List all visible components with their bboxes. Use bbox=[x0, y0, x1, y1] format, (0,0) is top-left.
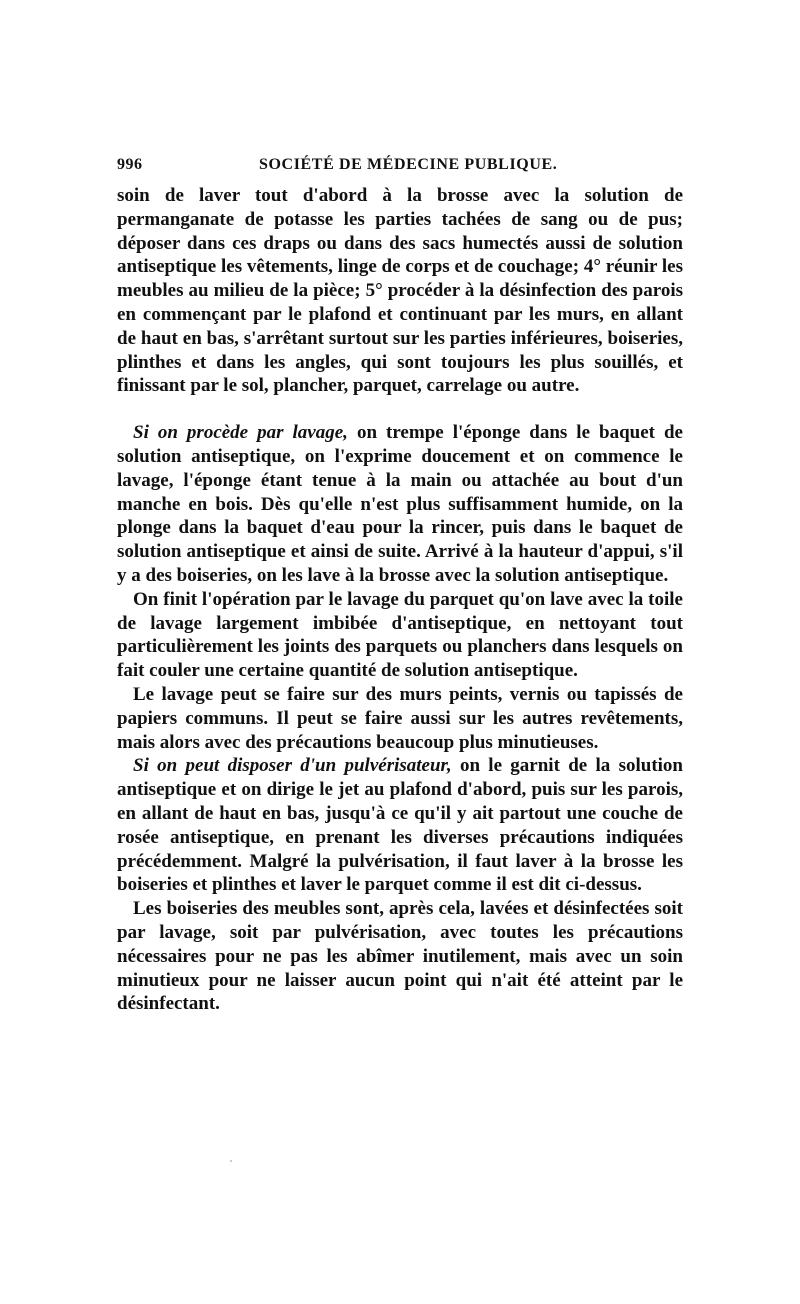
paragraph-meubles bbox=[117, 897, 683, 1016]
paragraph-murs bbox=[117, 683, 683, 754]
paragraph-parquet bbox=[117, 588, 683, 683]
paragraph-pulverisateur bbox=[117, 754, 683, 897]
running-title: SOCIÉTÉ DE MÉDECINE PUBLIQUE. bbox=[259, 156, 558, 173]
running-header bbox=[117, 156, 687, 180]
paragraph-text: soin de laver tout d'abord à la brosse avec la solution de permanganate de potasse les parties tachées de sang ou de pus; déposer dans ces draps ou dans des sacs humectés aussi de solution antiseptique les vêtements, linge de corps et de couchage; 4° réunir les meubles au milieu de la pièce; 5° procéder à la désinfection des parois en commençant par le plafond et continuant par les murs, en allant de haut en bas, s'arrêtant surtout sur les parties inférieures, boiseries, plinthes et dans les angles, qui sont toujours les plus souillés, et finissant par le sol, plancher, parquet, carrelage ou autre. bbox=[117, 185, 683, 397]
paragraph-continuation bbox=[117, 184, 683, 398]
paragraph-text: on trempe l'éponge dans le baquet de solution antiseptique, on l'exprime doucement et on commence le lavage, l'éponge étant tenue à la main ou attachée au bout d'un manche en bois. Dès qu'elle n'est plus suffisamment humide, on la plonge dans la baquet d'eau pour la rincer, puis dans le baquet de solution antiseptique et ainsi de suite. Arrivé à la hauteur d'appui, s'il y a des boiseries, on les lave à la brosse avec la solution antiseptique. bbox=[117, 422, 683, 586]
paragraph-text: Le lavage peut se faire sur des murs peints, vernis ou tapissés de papiers communs. Il peut se faire aussi sur les autres revêtements, mais alors avec des précautions beaucoup plus minutieuses. bbox=[117, 683, 683, 753]
paragraph-lavage bbox=[117, 421, 683, 588]
paragraph-text: on le garnit de la solution antiseptique et on dirige le jet au plafond d'abord, puis sur les parois, en allant de haut en bas, jusqu'à ce qu'il y ait partout une couche de rosée antiseptique, en prenant les diverses précautions indiquées précédemment. Malgré la pulvérisation, il faut laver à la brosse les boiseries et plinthes et laver le parquet comme il est dit ci-dessus. bbox=[117, 755, 683, 896]
print-speck bbox=[230, 1160, 232, 1162]
page-number: 996 bbox=[117, 156, 143, 173]
paragraph-lead-italic: Si on procède par lavage, bbox=[133, 422, 348, 444]
paragraph-text: On finit l'opération par le lavage du parquet qu'on lave avec la toile de lavage largement imbibée d'antiseptique, en nettoyant tout particulièrement les joints des parquets ou planchers dans lesquels on fait couler une certaine quantité de solution antiseptique. bbox=[117, 588, 683, 682]
body-text bbox=[117, 184, 683, 1016]
paragraph-lead-italic: Si on peut disposer d'un pulvérisateur, bbox=[133, 755, 452, 777]
paragraph-text: Les boiseries des meubles sont, après cela, lavées et désinfectées soit par lavage, soit par pulvérisation, avec toutes les précautions nécessaires pour ne pas les abîmer inutilement, mais avec un soin minutieux pour ne laisser aucun point qui n'ait été atteint par le désinfectant. bbox=[117, 898, 683, 1015]
